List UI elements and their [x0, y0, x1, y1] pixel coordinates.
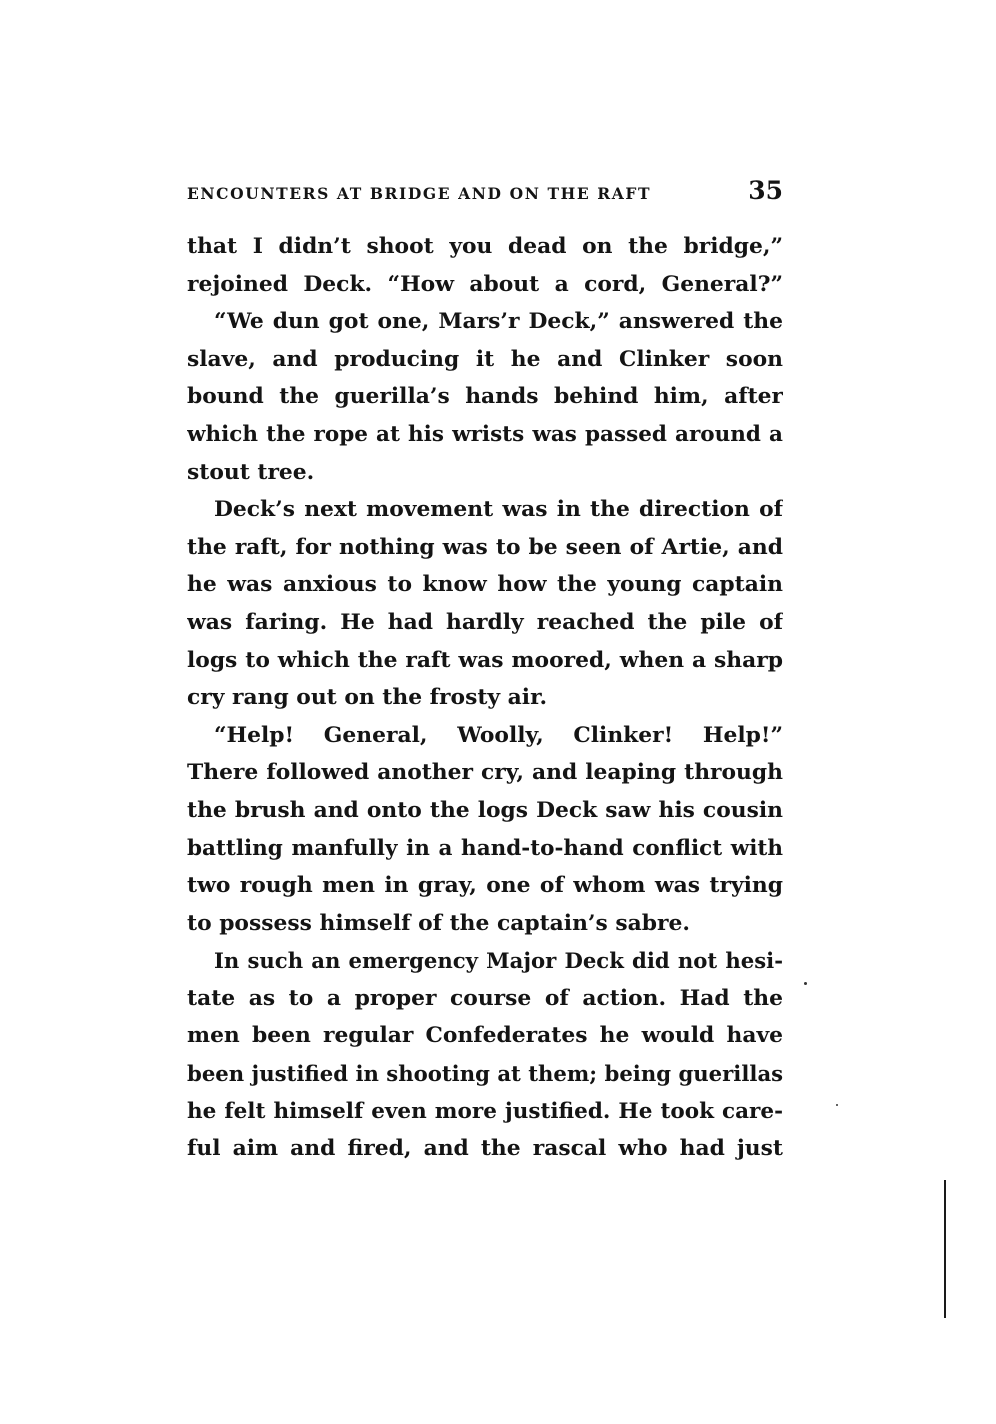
- text-line: two rough men in gray, one of whom was trying: [187, 873, 783, 899]
- text-line: tate as to a proper course of action. Had the: [187, 985, 783, 1011]
- text-line: men been regular Confederates he would have: [187, 1023, 783, 1049]
- text-line: the brush and onto the logs Deck saw his cousin: [187, 797, 783, 823]
- text-line: slave, and producing it he and Clinker soon: [187, 346, 783, 372]
- text-line: been justified in shooting at them; being guerillas: [187, 1061, 783, 1087]
- text-line: Deck’s next movement was in the direction of: [214, 497, 783, 523]
- scan-speck: [836, 1104, 838, 1106]
- text-line: the raft, for nothing was to be seen of Artie, and: [187, 534, 783, 560]
- text-line: In such an emergency Major Deck did not hesi-: [214, 948, 783, 974]
- text-line: stout tree.: [187, 459, 315, 485]
- text-line: There followed another cry, and leaping through: [187, 760, 783, 786]
- text-line: cry rang out on the frosty air.: [187, 685, 548, 711]
- text-line: “We dun got one, Mars’r Deck,” answered the: [214, 309, 783, 335]
- text-line: he felt himself even more justified. He took care-: [187, 1098, 783, 1124]
- text-line: ful aim and fired, and the rascal who had just: [187, 1136, 783, 1162]
- text-line: was faring. He had hardly reached the pile of: [187, 609, 783, 635]
- page-number: 35: [748, 176, 783, 205]
- text-line: “Help! General, Woolly, Clinker! Help!”: [214, 722, 783, 748]
- scan-edge-mark: [944, 1180, 946, 1318]
- text-line: which the rope at his wrists was passed around a: [187, 421, 783, 447]
- text-line: rejoined Deck. “How about a cord, General?”: [187, 271, 783, 297]
- text-line: that I didn’t shoot you dead on the bridge,”: [187, 234, 783, 259]
- running-head: [187, 176, 783, 210]
- text-line: to possess himself of the captain’s sabre.: [187, 910, 690, 936]
- text-line: he was anxious to know how the young captain: [187, 572, 783, 598]
- text-line: logs to which the raft was moored, when a sharp: [187, 647, 783, 673]
- text-line: bound the guerilla’s hands behind him, after: [187, 384, 783, 410]
- body-text: [187, 228, 783, 1168]
- text-line: battling manfully in a hand-to-hand conflict with: [187, 835, 783, 861]
- running-title: ENCOUNTERS AT BRIDGE AND ON THE RAFT: [187, 184, 652, 203]
- scan-speck: [804, 982, 807, 985]
